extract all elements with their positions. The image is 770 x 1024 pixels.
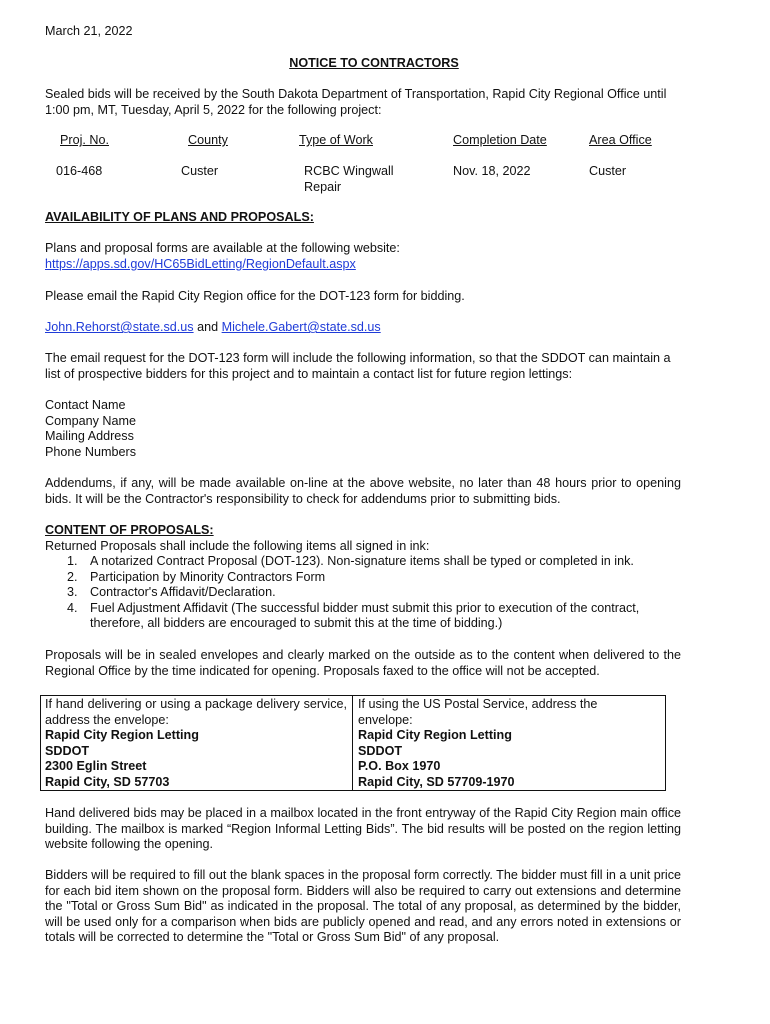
- plans-text: Plans and proposal forms are available at the following website:: [45, 241, 400, 255]
- email-contacts: [45, 320, 381, 336]
- address-line: Rapid City, SD 57703: [45, 774, 170, 789]
- proposal-item: 4. Fuel Adjustment Affidavit (The successful bidder must submit this prior to execution of the contract, therefore, all bidders are encouraged to submit this at the time of bidding.): [67, 600, 640, 631]
- address-line: Rapid City Region Letting: [358, 728, 512, 743]
- address-hand-delivery: [45, 697, 347, 791]
- contact-fields-list: [45, 398, 136, 460]
- website-link[interactable]: https://apps.sd.gov/HC65BidLetting/RegionDefault.aspx: [45, 257, 356, 271]
- dot-info-paragraph: The email request for the DOT-123 form will include the following information, so that the SDDOT can maintain a list of prospective bidders for this project and to maintain a contact list for future region lettings:: [45, 351, 671, 381]
- email-request-text: Please email the Rapid City Region office for the DOT-123 form for bidding.: [45, 289, 465, 303]
- cell-proj-no: 016-468: [56, 164, 103, 178]
- address-line: P.O. Box 1970: [358, 759, 441, 774]
- hand-delivery-instruction: If hand delivering or using a package delivery service, address the envelope:: [45, 697, 347, 727]
- address-divider: [352, 696, 353, 790]
- contact-field-item: Phone Numbers: [45, 444, 137, 459]
- document-date: March 21, 2022: [45, 24, 133, 38]
- proposal-item: 1. A notarized Contract Proposal (DOT-123). Non-signature items shall be typed or completed in ink.: [67, 554, 634, 568]
- address-line: SDDOT: [45, 743, 90, 758]
- contact-field-item: Contact Name: [45, 398, 126, 412]
- address-table: [40, 695, 666, 791]
- cell-completion-date: Nov. 18, 2022: [453, 164, 531, 178]
- email-link-gabert[interactable]: Michele.Gabert@state.sd.us: [221, 320, 381, 334]
- postal-instruction: If using the US Postal Service, address the envelope:: [358, 697, 598, 727]
- address-line: Rapid City Region Letting: [45, 728, 199, 743]
- content-heading: CONTENT OF PROPOSALS:: [45, 523, 214, 537]
- sealed-envelopes-paragraph: Proposals will be in sealed envelopes and clearly marked on the outside as to the content when delivered to the Regional Office by the time indicated for opening. Proposals faxed to the office will not be accepted.: [45, 648, 681, 678]
- address-line: SDDOT: [358, 743, 403, 758]
- availability-heading: AVAILABILITY OF PLANS AND PROPOSALS:: [45, 210, 314, 224]
- contact-field-item: Company Name: [45, 413, 136, 428]
- cell-county: Custer: [181, 164, 219, 178]
- email-link-rehorst[interactable]: John.Rehorst@state.sd.us: [45, 320, 194, 334]
- proposal-items-list: [45, 554, 685, 632]
- address-postal-service: [358, 697, 658, 791]
- document-title: NOTICE TO CONTRACTORS: [289, 56, 459, 70]
- address-line: Rapid City, SD 57709-1970: [358, 774, 515, 789]
- header-county: County: [188, 133, 228, 147]
- bidders-paragraph: Bidders will be required to fill out the blank spaces in the proposal form correctly. The bidder must fill in a unit price for each bid item shown on the proposal form. Bidders will also be required to carry out extensions and determine the "Total or Gross Sum Bid" as indicated in the proposal. The total of any proposal, as determined by the bidder, will be used only for a comparison when bids are publicly opened and read, and any errors noted in extensions or totals will be corrected to determine the "Total or Gross Sum Bid" of any proposal.: [45, 868, 681, 945]
- address-line: 2300 Eglin Street: [45, 759, 147, 774]
- header-type-of-work: Type of Work: [299, 133, 373, 147]
- proposal-item: 2. Participation by Minority Contractors Form: [67, 569, 326, 584]
- content-intro: Returned Proposals shall include the following items all signed in ink:: [45, 539, 430, 553]
- header-completion-date: Completion Date: [453, 133, 547, 147]
- email-joiner: and: [193, 320, 222, 334]
- intro-paragraph: Sealed bids will be received by the South Dakota Department of Transportation, Rapid City Regional Office until 1:00 pm, MT, Tuesday, April 5, 2022 for the following project:: [45, 87, 667, 117]
- header-area-office: Area Office: [589, 133, 652, 147]
- header-proj-no: Proj. No.: [60, 133, 109, 147]
- proposal-item: 3. Contractor's Affidavit/Declaration.: [67, 585, 276, 600]
- cell-type-of-work-line1: RCBC Wingwall: [304, 164, 394, 178]
- addendums-paragraph: Addendums, if any, will be made available on-line at the above website, no later than 48 hours prior to opening bids. It will be the Contractor's responsibility to check for addendums prior to submitting bids.: [45, 476, 681, 506]
- contact-field-item: Mailing Address: [45, 429, 134, 444]
- cell-type-of-work-line2: Repair: [304, 180, 342, 194]
- mailbox-paragraph: Hand delivered bids may be placed in a mailbox located in the front entryway of the Rapid City Region main office building. The mailbox is marked “Region Informal Letting Bids”. The bid results will be posted on the region letting website following the opening.: [45, 806, 681, 852]
- cell-area-office: Custer: [589, 164, 627, 178]
